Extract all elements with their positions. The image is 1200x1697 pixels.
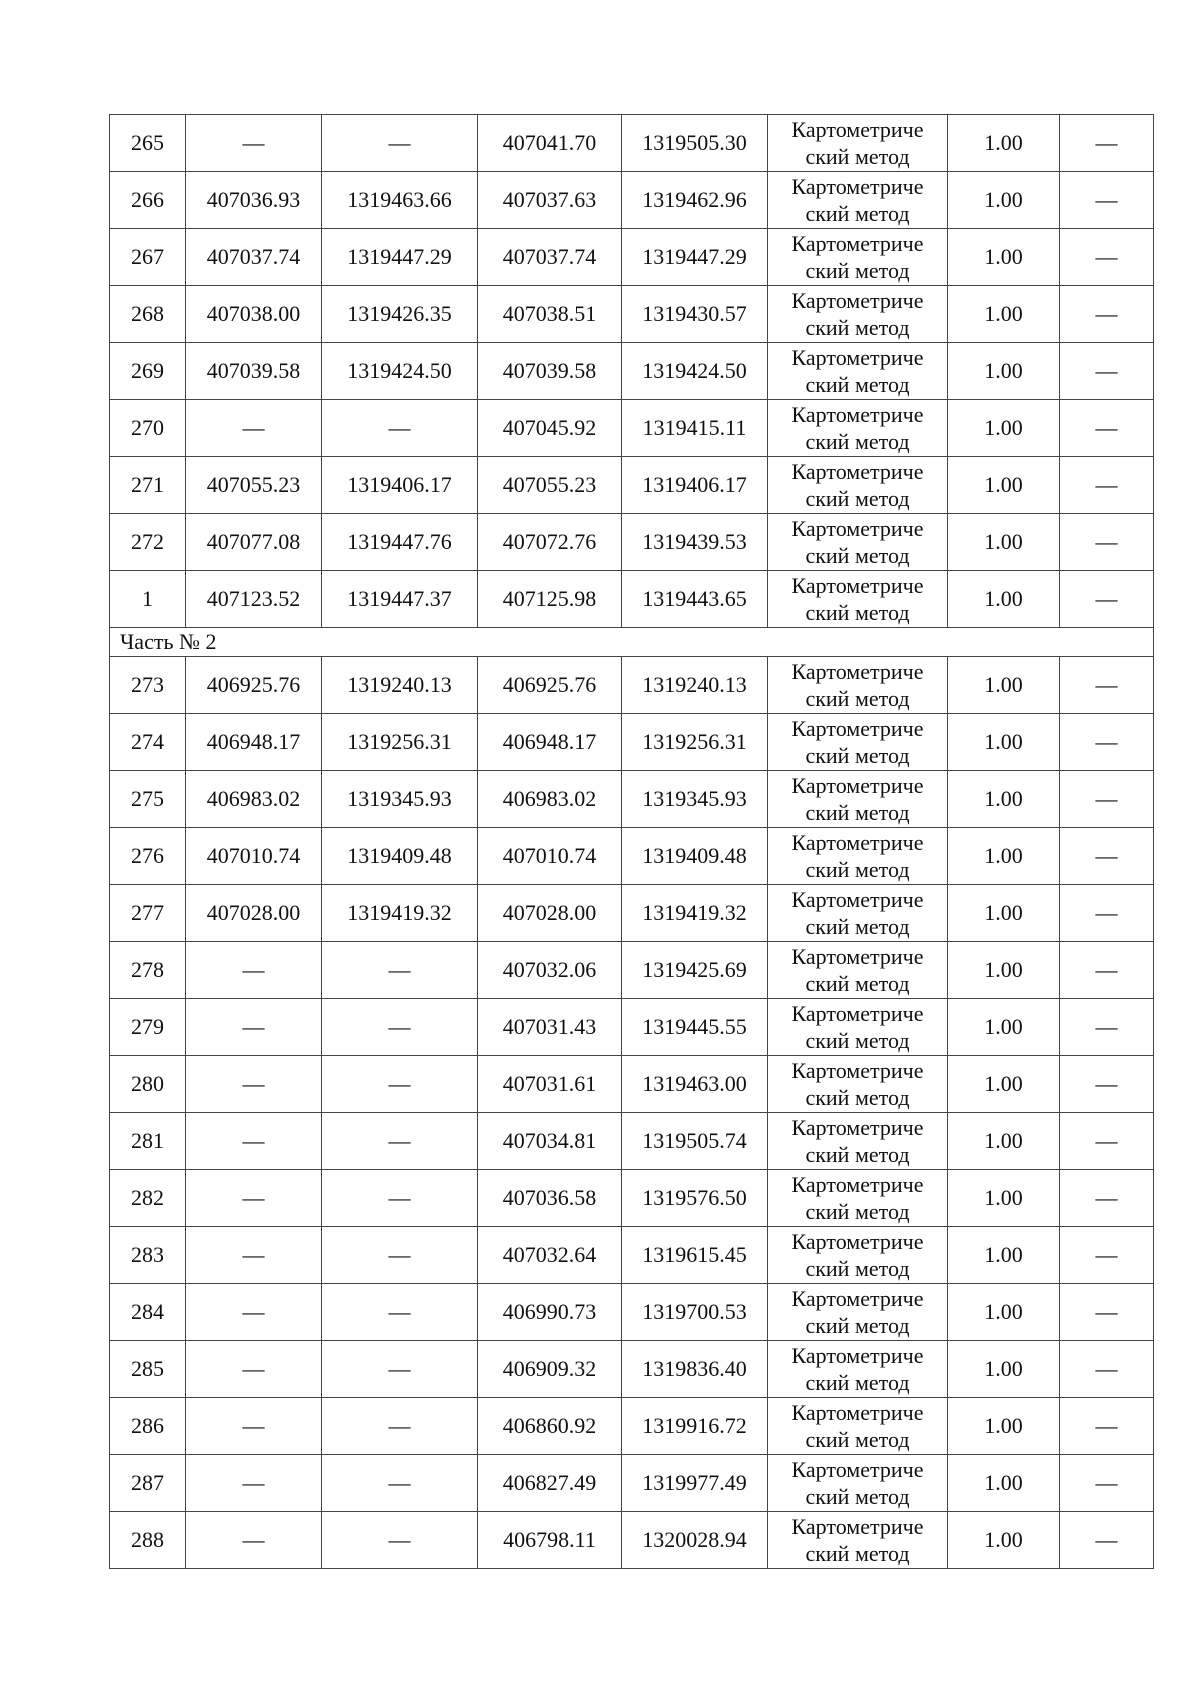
method-line-2: ский метод — [805, 971, 910, 996]
accuracy-cell: 1.00 — [948, 229, 1060, 286]
method-cell — [768, 885, 948, 942]
existing-y-cell: — — [322, 1398, 478, 1455]
table-row — [110, 514, 1154, 571]
new-y-cell: 1320028.94 — [622, 1512, 768, 1569]
description-cell: — — [1060, 1113, 1154, 1170]
existing-y-cell: — — [322, 1227, 478, 1284]
new-x-cell: 407028.00 — [478, 885, 622, 942]
method-line-1: Картометриче — [791, 402, 924, 427]
section-header-row — [110, 628, 1154, 657]
new-x-cell: 406860.92 — [478, 1398, 622, 1455]
method-cell — [768, 1227, 948, 1284]
new-y-cell: 1319700.53 — [622, 1284, 768, 1341]
point-number-cell: 278 — [110, 942, 186, 999]
accuracy-cell: 1.00 — [948, 457, 1060, 514]
new-x-cell: 407031.43 — [478, 999, 622, 1056]
existing-x-cell: 407037.74 — [186, 229, 322, 286]
table-row — [110, 828, 1154, 885]
method-line-1: Картометриче — [791, 573, 924, 598]
table-row — [110, 1341, 1154, 1398]
method-line-2: ский метод — [805, 429, 910, 454]
table-row — [110, 286, 1154, 343]
method-line-1: Картометриче — [791, 516, 924, 541]
point-number-cell: 275 — [110, 771, 186, 828]
method-line-2: ский метод — [805, 686, 910, 711]
method-line-1: Картометриче — [791, 716, 924, 741]
method-line-1: Картометриче — [791, 1514, 924, 1539]
existing-y-cell: 1319447.37 — [322, 571, 478, 628]
new-x-cell: 407037.74 — [478, 229, 622, 286]
description-cell: — — [1060, 286, 1154, 343]
existing-x-cell: — — [186, 1398, 322, 1455]
point-number-cell: 268 — [110, 286, 186, 343]
description-cell: — — [1060, 1512, 1154, 1569]
new-y-cell: 1319430.57 — [622, 286, 768, 343]
method-line-2: ский метод — [805, 1028, 910, 1053]
method-line-1: Картометриче — [791, 1457, 924, 1482]
accuracy-cell: 1.00 — [948, 1113, 1060, 1170]
method-line-2: ский метод — [805, 1256, 910, 1281]
method-line-2: ский метод — [805, 372, 910, 397]
point-number-cell: 269 — [110, 343, 186, 400]
method-cell — [768, 1455, 948, 1512]
new-y-cell: 1319345.93 — [622, 771, 768, 828]
table-row — [110, 885, 1154, 942]
existing-x-cell: — — [186, 1227, 322, 1284]
accuracy-cell: 1.00 — [948, 942, 1060, 999]
existing-y-cell: — — [322, 400, 478, 457]
new-x-cell: 407034.81 — [478, 1113, 622, 1170]
method-line-2: ский метод — [805, 258, 910, 283]
method-line-1: Картометриче — [791, 887, 924, 912]
accuracy-cell: 1.00 — [948, 885, 1060, 942]
new-y-cell: 1319447.29 — [622, 229, 768, 286]
method-cell — [768, 771, 948, 828]
method-cell — [768, 1056, 948, 1113]
method-line-2: ский метод — [805, 1085, 910, 1110]
point-number-cell: 274 — [110, 714, 186, 771]
existing-x-cell: — — [186, 999, 322, 1056]
point-number-cell: 265 — [110, 115, 186, 172]
new-y-cell: 1319439.53 — [622, 514, 768, 571]
accuracy-cell: 1.00 — [948, 1227, 1060, 1284]
new-x-cell: 407032.64 — [478, 1227, 622, 1284]
new-x-cell: 406909.32 — [478, 1341, 622, 1398]
existing-x-cell: 407036.93 — [186, 172, 322, 229]
existing-x-cell: — — [186, 115, 322, 172]
accuracy-cell: 1.00 — [948, 400, 1060, 457]
method-line-2: ский метод — [805, 1427, 910, 1452]
description-cell: — — [1060, 1398, 1154, 1455]
method-line-1: Картометриче — [791, 659, 924, 684]
new-y-cell: 1319419.32 — [622, 885, 768, 942]
accuracy-cell: 1.00 — [948, 1341, 1060, 1398]
existing-x-cell: — — [186, 1512, 322, 1569]
new-y-cell: 1319462.96 — [622, 172, 768, 229]
table-body — [110, 115, 1154, 1569]
point-number-cell: 284 — [110, 1284, 186, 1341]
new-y-cell: 1319406.17 — [622, 457, 768, 514]
new-x-cell: 407055.23 — [478, 457, 622, 514]
existing-x-cell: — — [186, 1341, 322, 1398]
new-y-cell: 1319425.69 — [622, 942, 768, 999]
new-x-cell: 407072.76 — [478, 514, 622, 571]
point-number-cell: 271 — [110, 457, 186, 514]
existing-x-cell: — — [186, 1455, 322, 1512]
description-cell: — — [1060, 1455, 1154, 1512]
point-number-cell: 276 — [110, 828, 186, 885]
description-cell: — — [1060, 172, 1154, 229]
method-line-1: Картометриче — [791, 830, 924, 855]
existing-y-cell: — — [322, 1284, 478, 1341]
method-cell — [768, 400, 948, 457]
new-y-cell: 1319256.31 — [622, 714, 768, 771]
new-y-cell: 1319576.50 — [622, 1170, 768, 1227]
existing-x-cell: 406983.02 — [186, 771, 322, 828]
existing-y-cell: 1319447.76 — [322, 514, 478, 571]
table-row — [110, 1170, 1154, 1227]
new-y-cell: 1319409.48 — [622, 828, 768, 885]
point-number-cell: 286 — [110, 1398, 186, 1455]
accuracy-cell: 1.00 — [948, 115, 1060, 172]
method-line-2: ский метод — [805, 1142, 910, 1167]
existing-x-cell: — — [186, 1170, 322, 1227]
table-row — [110, 1056, 1154, 1113]
description-cell: — — [1060, 828, 1154, 885]
description-cell: — — [1060, 1284, 1154, 1341]
method-line-2: ский метод — [805, 1313, 910, 1338]
method-line-1: Картометриче — [791, 345, 924, 370]
description-cell: — — [1060, 400, 1154, 457]
new-y-cell: 1319415.11 — [622, 400, 768, 457]
description-cell: — — [1060, 571, 1154, 628]
new-y-cell: 1319505.74 — [622, 1113, 768, 1170]
method-line-2: ский метод — [805, 600, 910, 625]
existing-x-cell: 407010.74 — [186, 828, 322, 885]
new-y-cell: 1319443.65 — [622, 571, 768, 628]
new-y-cell: 1319424.50 — [622, 343, 768, 400]
table-row — [110, 771, 1154, 828]
table-row — [110, 1227, 1154, 1284]
method-line-1: Картометриче — [791, 1400, 924, 1425]
method-line-1: Картометриче — [791, 1286, 924, 1311]
table-row — [110, 115, 1154, 172]
method-line-1: Картометриче — [791, 1229, 924, 1254]
description-cell: — — [1060, 942, 1154, 999]
point-number-cell: 277 — [110, 885, 186, 942]
accuracy-cell: 1.00 — [948, 172, 1060, 229]
existing-y-cell: — — [322, 1113, 478, 1170]
table-row — [110, 1284, 1154, 1341]
existing-x-cell: — — [186, 400, 322, 457]
description-cell: — — [1060, 1341, 1154, 1398]
description-cell: — — [1060, 885, 1154, 942]
method-cell — [768, 172, 948, 229]
method-cell — [768, 942, 948, 999]
point-number-cell: 280 — [110, 1056, 186, 1113]
table-row — [110, 1113, 1154, 1170]
accuracy-cell: 1.00 — [948, 286, 1060, 343]
description-cell: — — [1060, 1170, 1154, 1227]
method-cell — [768, 343, 948, 400]
existing-y-cell: 1319424.50 — [322, 343, 478, 400]
method-cell — [768, 115, 948, 172]
method-cell — [768, 1113, 948, 1170]
existing-y-cell: — — [322, 1170, 478, 1227]
existing-y-cell: — — [322, 1056, 478, 1113]
accuracy-cell: 1.00 — [948, 771, 1060, 828]
point-number-cell: 281 — [110, 1113, 186, 1170]
method-line-2: ский метод — [805, 857, 910, 882]
method-line-2: ский метод — [805, 1370, 910, 1395]
new-y-cell: 1319615.45 — [622, 1227, 768, 1284]
existing-x-cell: 407038.00 — [186, 286, 322, 343]
new-y-cell: 1319505.30 — [622, 115, 768, 172]
accuracy-cell: 1.00 — [948, 1056, 1060, 1113]
existing-x-cell: 407039.58 — [186, 343, 322, 400]
table-row — [110, 343, 1154, 400]
table-row — [110, 1398, 1154, 1455]
existing-y-cell: 1319406.17 — [322, 457, 478, 514]
method-line-1: Картометриче — [791, 117, 924, 142]
method-cell — [768, 1341, 948, 1398]
new-x-cell: 407032.06 — [478, 942, 622, 999]
new-y-cell: 1319463.00 — [622, 1056, 768, 1113]
method-line-2: ский метод — [805, 486, 910, 511]
new-x-cell: 406990.73 — [478, 1284, 622, 1341]
new-y-cell: 1319977.49 — [622, 1455, 768, 1512]
method-cell — [768, 514, 948, 571]
method-cell — [768, 828, 948, 885]
existing-y-cell: — — [322, 1512, 478, 1569]
description-cell: — — [1060, 999, 1154, 1056]
existing-y-cell: 1319409.48 — [322, 828, 478, 885]
point-number-cell: 273 — [110, 657, 186, 714]
new-y-cell: 1319445.55 — [622, 999, 768, 1056]
description-cell: — — [1060, 229, 1154, 286]
method-line-2: ский метод — [805, 144, 910, 169]
new-x-cell: 407045.92 — [478, 400, 622, 457]
accuracy-cell: 1.00 — [948, 828, 1060, 885]
existing-x-cell: 407028.00 — [186, 885, 322, 942]
method-line-2: ский метод — [805, 743, 910, 768]
method-cell — [768, 714, 948, 771]
section-label: Часть № 2 — [110, 628, 1154, 657]
method-line-1: Картометриче — [791, 231, 924, 256]
table-row — [110, 657, 1154, 714]
existing-y-cell: 1319447.29 — [322, 229, 478, 286]
existing-x-cell: 407123.52 — [186, 571, 322, 628]
method-line-2: ский метод — [805, 1541, 910, 1566]
method-line-2: ский метод — [805, 543, 910, 568]
description-cell: — — [1060, 343, 1154, 400]
table-row — [110, 400, 1154, 457]
point-number-cell: 279 — [110, 999, 186, 1056]
method-line-2: ский метод — [805, 201, 910, 226]
existing-y-cell: — — [322, 1455, 478, 1512]
point-number-cell: 266 — [110, 172, 186, 229]
new-x-cell: 407041.70 — [478, 115, 622, 172]
table-row — [110, 457, 1154, 514]
existing-y-cell: — — [322, 1341, 478, 1398]
point-number-cell: 283 — [110, 1227, 186, 1284]
existing-y-cell: 1319426.35 — [322, 286, 478, 343]
method-line-2: ский метод — [805, 914, 910, 939]
new-y-cell: 1319836.40 — [622, 1341, 768, 1398]
method-cell — [768, 1512, 948, 1569]
existing-y-cell: 1319463.66 — [322, 172, 478, 229]
existing-x-cell: — — [186, 942, 322, 999]
table-row — [110, 1512, 1154, 1569]
new-x-cell: 407036.58 — [478, 1170, 622, 1227]
accuracy-cell: 1.00 — [948, 999, 1060, 1056]
point-number-cell: 267 — [110, 229, 186, 286]
method-cell — [768, 1170, 948, 1227]
point-number-cell: 288 — [110, 1512, 186, 1569]
new-x-cell: 406798.11 — [478, 1512, 622, 1569]
table-row — [110, 942, 1154, 999]
existing-y-cell: 1319256.31 — [322, 714, 478, 771]
method-line-1: Картометриче — [791, 1058, 924, 1083]
method-cell — [768, 229, 948, 286]
new-x-cell: 406827.49 — [478, 1455, 622, 1512]
method-cell — [768, 999, 948, 1056]
description-cell: — — [1060, 714, 1154, 771]
accuracy-cell: 1.00 — [948, 1455, 1060, 1512]
method-cell — [768, 286, 948, 343]
description-cell: — — [1060, 657, 1154, 714]
method-line-1: Картометриче — [791, 1115, 924, 1140]
coordinates-table — [109, 114, 1154, 1569]
table-row — [110, 999, 1154, 1056]
new-x-cell: 407039.58 — [478, 343, 622, 400]
existing-x-cell: — — [186, 1284, 322, 1341]
existing-y-cell: 1319240.13 — [322, 657, 478, 714]
existing-x-cell: 407055.23 — [186, 457, 322, 514]
description-cell: — — [1060, 457, 1154, 514]
new-x-cell: 406925.76 — [478, 657, 622, 714]
method-line-1: Картометриче — [791, 1172, 924, 1197]
point-number-cell: 282 — [110, 1170, 186, 1227]
point-number-cell: 285 — [110, 1341, 186, 1398]
accuracy-cell: 1.00 — [948, 714, 1060, 771]
accuracy-cell: 1.00 — [948, 1398, 1060, 1455]
table-row — [110, 1455, 1154, 1512]
existing-x-cell: — — [186, 1113, 322, 1170]
method-line-1: Картометриче — [791, 1343, 924, 1368]
method-cell — [768, 1284, 948, 1341]
table-row — [110, 571, 1154, 628]
method-line-1: Картометриче — [791, 288, 924, 313]
table-row — [110, 714, 1154, 771]
existing-x-cell: 407077.08 — [186, 514, 322, 571]
method-line-1: Картометриче — [791, 459, 924, 484]
description-cell: — — [1060, 771, 1154, 828]
method-line-1: Картометриче — [791, 174, 924, 199]
method-line-2: ский метод — [805, 1484, 910, 1509]
new-x-cell: 407125.98 — [478, 571, 622, 628]
new-x-cell: 407038.51 — [478, 286, 622, 343]
method-line-2: ский метод — [805, 315, 910, 340]
point-number-cell: 272 — [110, 514, 186, 571]
description-cell: — — [1060, 1227, 1154, 1284]
table-row — [110, 172, 1154, 229]
method-cell — [768, 457, 948, 514]
accuracy-cell: 1.00 — [948, 571, 1060, 628]
accuracy-cell: 1.00 — [948, 343, 1060, 400]
existing-x-cell: 406948.17 — [186, 714, 322, 771]
method-line-2: ский метод — [805, 800, 910, 825]
new-x-cell: 407037.63 — [478, 172, 622, 229]
accuracy-cell: 1.00 — [948, 514, 1060, 571]
new-x-cell: 406948.17 — [478, 714, 622, 771]
method-cell — [768, 657, 948, 714]
existing-y-cell: — — [322, 942, 478, 999]
new-x-cell: 407031.61 — [478, 1056, 622, 1113]
accuracy-cell: 1.00 — [948, 1170, 1060, 1227]
point-number-cell: 270 — [110, 400, 186, 457]
point-number-cell: 287 — [110, 1455, 186, 1512]
new-y-cell: 1319240.13 — [622, 657, 768, 714]
new-y-cell: 1319916.72 — [622, 1398, 768, 1455]
method-line-2: ский метод — [805, 1199, 910, 1224]
existing-x-cell: 406925.76 — [186, 657, 322, 714]
description-cell: — — [1060, 1056, 1154, 1113]
table-row — [110, 229, 1154, 286]
accuracy-cell: 1.00 — [948, 657, 1060, 714]
point-number-cell: 1 — [110, 571, 186, 628]
new-x-cell: 406983.02 — [478, 771, 622, 828]
method-cell — [768, 1398, 948, 1455]
method-line-1: Картометриче — [791, 773, 924, 798]
accuracy-cell: 1.00 — [948, 1284, 1060, 1341]
existing-x-cell: — — [186, 1056, 322, 1113]
method-cell — [768, 571, 948, 628]
new-x-cell: 407010.74 — [478, 828, 622, 885]
existing-y-cell: 1319345.93 — [322, 771, 478, 828]
existing-y-cell: — — [322, 999, 478, 1056]
method-line-1: Картометриче — [791, 1001, 924, 1026]
method-line-1: Картометриче — [791, 944, 924, 969]
accuracy-cell: 1.00 — [948, 1512, 1060, 1569]
existing-y-cell: — — [322, 115, 478, 172]
description-cell: — — [1060, 115, 1154, 172]
existing-y-cell: 1319419.32 — [322, 885, 478, 942]
description-cell: — — [1060, 514, 1154, 571]
